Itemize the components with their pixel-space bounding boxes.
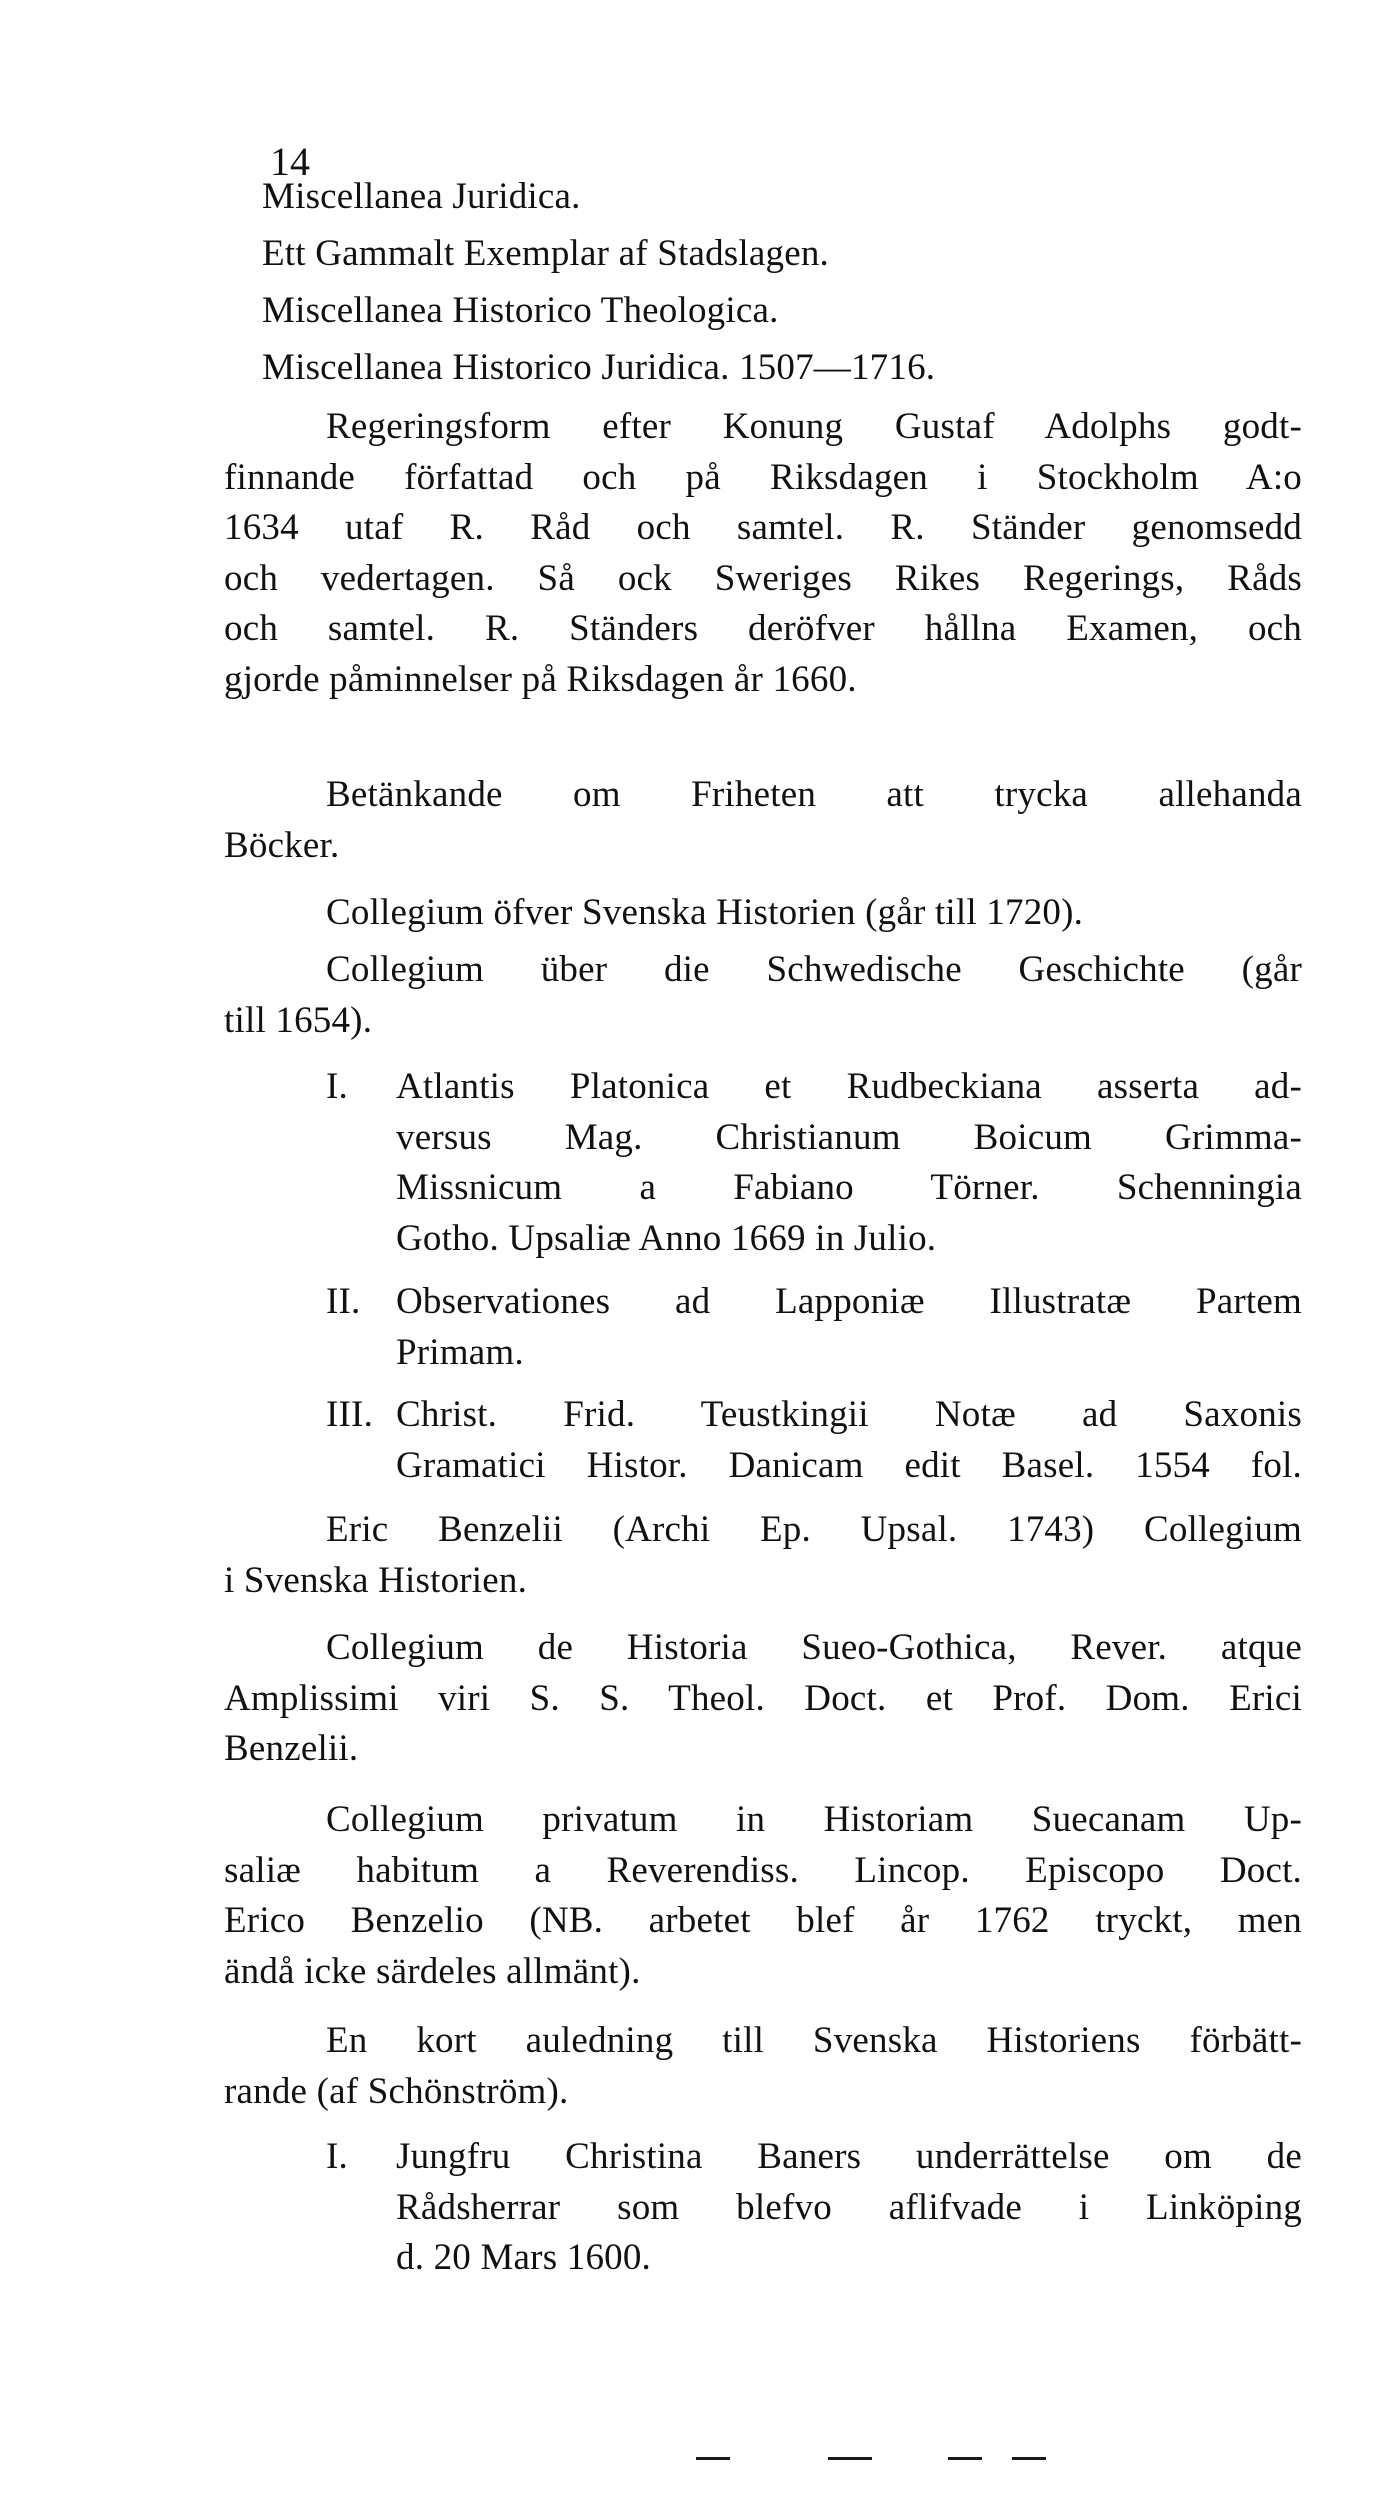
entry-text: Atlantis Platonica et Rudbeckiana asserta ad- — [396, 1066, 1302, 1107]
list-item — [262, 286, 1302, 337]
entry-line: saliæ habitum a Reverendiss. Lincop. Episcopo Doct. — [224, 1849, 1302, 1891]
entry-line: Collegium de Historia Sueo-Gothica, Rever. atque — [326, 1627, 1302, 1668]
entry-line — [224, 2132, 1302, 2183]
entry-line: Erico Benzelio (NB. arbetet blef år 1762 tryckt, men — [224, 1900, 1302, 1941]
entry-line: rande (af Schönström). — [224, 2070, 569, 2112]
list-item — [224, 1623, 1302, 1775]
list-item — [224, 770, 1302, 871]
list-item — [224, 1277, 1302, 1378]
print-mark — [948, 2457, 982, 2460]
list-item — [224, 2132, 1302, 2284]
list-item — [262, 343, 1302, 394]
entry-line: ändå icke särdeles allmänt). — [224, 1950, 641, 1992]
entry-text: Christ. Frid. Teustkingii Notæ ad Saxonis — [396, 1394, 1302, 1435]
entry-line: Regeringsform efter Konung Gustaf Adolphs godt- — [326, 406, 1302, 447]
entry-line: d. 20 Mars 1600. — [396, 2237, 651, 2278]
list-item — [224, 1390, 1302, 1491]
entry-line: Miscellanea Juridica. — [262, 176, 581, 217]
list-item — [224, 1505, 1302, 1606]
print-mark — [828, 2457, 872, 2460]
list-item — [224, 888, 1302, 939]
entry-line: Collegium über die Schwedische Geschichte (går — [326, 949, 1302, 990]
entry-numeral: I. — [326, 1066, 348, 1107]
page-number: 14 — [270, 139, 310, 184]
entry-line: 1634 utaf R. Råd och samtel. R. Ständer genomsedd — [224, 507, 1302, 548]
entry-line: Gotho. Upsaliæ Anno 1669 in Julio. — [396, 1217, 937, 1259]
entry-line: Böcker. — [224, 824, 340, 866]
list-item — [224, 945, 1302, 1046]
entry-line: En kort auledning till Svenska Historiens förbätt- — [326, 2020, 1302, 2061]
entry-numeral: II. — [326, 1281, 361, 1322]
entry-line: Benzelii. — [224, 1728, 359, 1769]
entry-line: och samtel. R. Ständers deröfver hållna Examen, och — [224, 608, 1302, 649]
entry-line: Eric Benzelii (Archi Ep. Upsal. 1743) Collegium — [326, 1509, 1302, 1550]
entry-line: i Svenska Historien. — [224, 1559, 528, 1601]
entry-line: finnande författad och på Riksdagen i Stockholm A:o — [224, 456, 1302, 498]
entry-line: gjorde påminnelser på Riksdagen år 1660. — [224, 658, 857, 700]
entry-line: Collegium privatum in Historiam Suecanam Up- — [326, 1799, 1302, 1840]
list-item — [224, 2016, 1302, 2117]
entry-line: Amplissimi viri S. S. Theol. Doct. et Prof. Dom. Erici — [224, 1677, 1302, 1719]
entry-line: Collegium öfver Svenska Historien (går till 1720). — [326, 892, 1084, 933]
entry-line: Gramatici Histor. Danicam edit Basel. 1554 fol. — [396, 1444, 1302, 1486]
entry-line: Miscellanea Historico Theologica. — [262, 290, 779, 331]
entry-numeral: I. — [326, 2136, 348, 2177]
entry-text: Jungfru Christina Baners underrättelse om de — [396, 2136, 1302, 2177]
print-mark — [1012, 2457, 1046, 2460]
entry-line: Miscellanea Historico Juridica. 1507—1716. — [262, 347, 936, 388]
entry-numeral: III. — [326, 1394, 374, 1435]
entry-line: Rådsherrar som blefvo aflifvade i Linköping — [396, 2186, 1302, 2228]
list-item — [262, 172, 1302, 223]
list-item — [224, 402, 1302, 705]
entry-line: till 1654). — [224, 999, 373, 1041]
entry-line: Ett Gammalt Exemplar af Stadslagen. — [262, 233, 829, 274]
list-item — [262, 229, 1302, 280]
entry-line — [224, 1062, 1302, 1113]
list-item — [224, 1795, 1302, 1997]
entry-line: Betänkande om Friheten att trycka allehanda — [326, 774, 1302, 815]
entry-text: Observationes ad Lapponiæ Illustratæ Partem — [396, 1281, 1302, 1322]
print-mark — [696, 2457, 730, 2460]
entry-line: versus Mag. Christianum Boicum Grimma- — [396, 1116, 1302, 1158]
entry-line: och vedertagen. Så ock Sweriges Rikes Regerings, Råds — [224, 557, 1302, 599]
list-item — [224, 1062, 1302, 1264]
entry-line: Primam. — [396, 1331, 524, 1373]
entry-line — [224, 1390, 1302, 1441]
entry-line — [224, 1277, 1302, 1328]
entry-line: Missnicum a Fabiano Törner. Schenningia — [396, 1167, 1302, 1208]
